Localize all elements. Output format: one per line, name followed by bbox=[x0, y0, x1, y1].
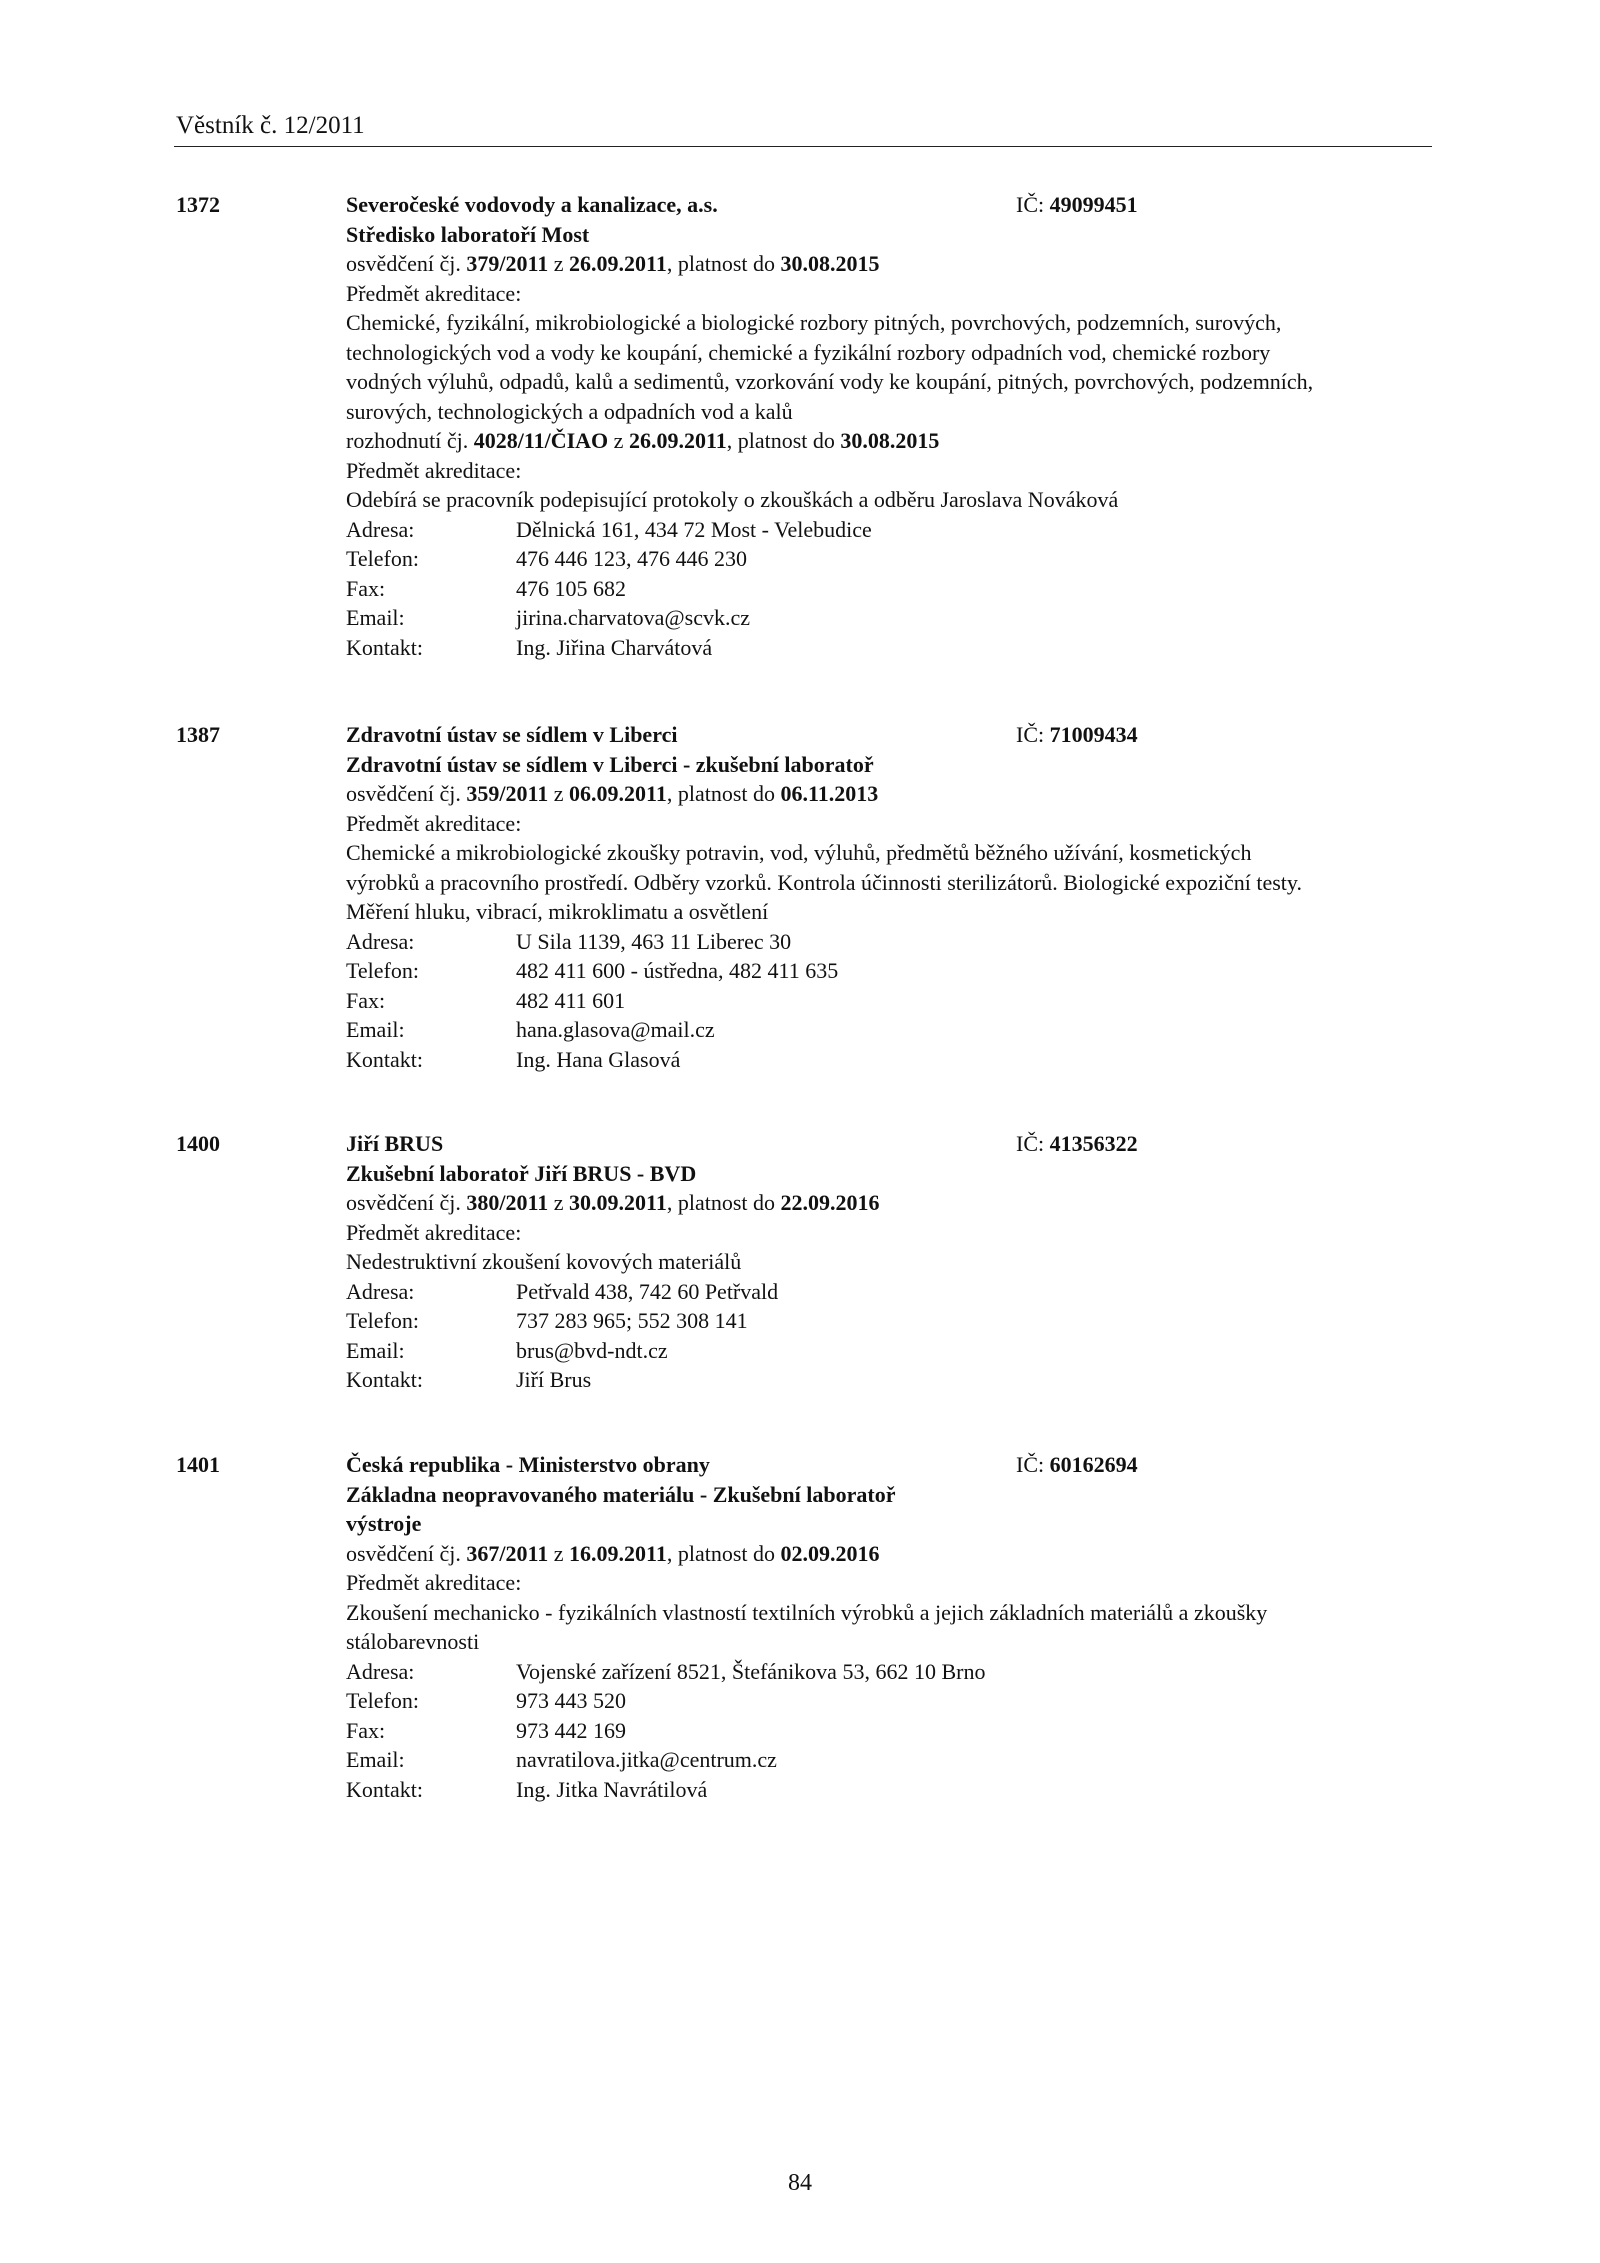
entry-number: 1400 bbox=[176, 1131, 220, 1156]
subject-line: výrobků a pracovního prostředí. Odběry vzorků. Kontrola účinnosti sterilizátorů. Biologické expoziční testy. bbox=[346, 869, 1302, 895]
subject-line: vodných výluhů, odpadů, kalů a sedimentů, vzorkování vody ke koupání, pitných, povrchových, podzemních, bbox=[346, 369, 1314, 394]
entry-subname: Středisko laboratoří Most bbox=[346, 221, 590, 247]
subject-line: technologických vod a vody ke koupání, chemické a fyzikální rozbory odpadních vod, chemické rozbory bbox=[346, 339, 1271, 365]
contact-address: Adresa: Vojenské zařízení 8521, Štefánikova 53, 662 10 Brno bbox=[346, 1658, 986, 1684]
subject-line: stálobarevnosti bbox=[346, 1629, 480, 1654]
ic-number: IČ: 60162694 bbox=[1016, 1452, 1138, 1477]
entry-subname: Zkušební laboratoř Jiří BRUS - BVD bbox=[346, 1160, 697, 1186]
certificate-line: osvědčení čj. 379/2011 z 26.09.2011, platnost do 30.08.2015 bbox=[346, 251, 880, 276]
contact-person: Kontakt: Jiří Brus bbox=[346, 1367, 592, 1392]
contact-address: Adresa: U Sila 1139, 463 11 Liberec 30 bbox=[346, 928, 792, 954]
contact-phone: Telefon: 737 283 965; 552 308 141 bbox=[346, 1308, 748, 1333]
contact-email: Email: hana.glasova@mail.cz bbox=[346, 1017, 715, 1042]
decision-line: rozhodnutí čj. 4028/11/ČIAO z 26.09.2011, platnost do 30.08.2015 bbox=[346, 428, 940, 453]
subject-label: Předmět akreditace: bbox=[346, 1570, 522, 1595]
entry-body bbox=[346, 190, 1426, 662]
entry-name: Jiří BRUS bbox=[346, 1131, 444, 1156]
subject-line: Chemické, fyzikální, mikrobiologické a biologické rozbory pitných, povrchových, podzemních, surových, bbox=[346, 310, 1282, 335]
contact-person: Kontakt: Ing. Hana Glasová bbox=[346, 1046, 681, 1072]
contact-fax: Fax: 973 442 169 bbox=[346, 1717, 626, 1743]
entry-body bbox=[346, 1129, 1426, 1395]
subject-line: Zkoušení mechanicko - fyzikálních vlastností textilních výrobků a jejich základních materiálů a zkoušky bbox=[346, 1599, 1268, 1625]
subject-label: Předmět akreditace: bbox=[346, 280, 522, 306]
entry-subname-continued: výstroje bbox=[346, 1511, 422, 1536]
ic-number: IČ: 71009434 bbox=[1016, 722, 1138, 747]
journal-header: Věstník č. 12/2011 bbox=[176, 112, 365, 139]
subject-label: Předmět akreditace: bbox=[346, 810, 522, 836]
entry-name: Severočeské vodovody a kanalizace, a.s. bbox=[346, 192, 718, 217]
subject-line: Chemické a mikrobiologické zkoušky potravin, vod, výluhů, předmětů běžného užívání, kosmetických bbox=[346, 840, 1252, 865]
entry-name: Zdravotní ústav se sídlem v Liberci bbox=[346, 722, 678, 747]
ic-number: IČ: 49099451 bbox=[1016, 192, 1138, 217]
entry-number: 1401 bbox=[176, 1452, 220, 1477]
contact-address: Adresa: Petřvald 438, 742 60 Petřvald bbox=[346, 1278, 779, 1304]
contact-person: Kontakt: Ing. Jiřina Charvátová bbox=[346, 634, 713, 660]
contact-fax: Fax: 476 105 682 bbox=[346, 575, 626, 601]
entry-number: 1387 bbox=[176, 722, 220, 747]
contact-fax: Fax: 482 411 601 bbox=[346, 987, 626, 1013]
contact-phone: Telefon: 973 443 520 bbox=[346, 1688, 626, 1713]
certificate-line: osvědčení čj. 367/2011 z 16.09.2011, platnost do 02.09.2016 bbox=[346, 1540, 880, 1566]
subject-line: Nedestruktivní zkoušení kovových materiálů bbox=[346, 1249, 742, 1274]
contact-email: Email: brus@bvd-ndt.cz bbox=[346, 1337, 668, 1363]
ic-number: IČ: 41356322 bbox=[1016, 1131, 1138, 1156]
header-rule bbox=[174, 146, 1432, 147]
entry-subname: Základna neopravovaného materiálu - Zkušební laboratoř bbox=[346, 1481, 896, 1507]
entry-name: Česká republika - Ministerstvo obrany bbox=[346, 1452, 710, 1477]
page-number: 84 bbox=[788, 2170, 812, 2196]
subject-label: Předmět akreditace: bbox=[346, 457, 522, 483]
certificate-line: osvědčení čj. 359/2011 z 06.09.2011, platnost do 06.11.2013 bbox=[346, 781, 879, 806]
subject-line: Odebírá se pracovník podepisující protokoly o zkouškách a odběru Jaroslava Nováková bbox=[346, 487, 1119, 512]
entry-body bbox=[346, 1450, 1426, 1804]
entry-number: 1372 bbox=[176, 192, 220, 217]
contact-email: Email: navratilova.jitka@centrum.cz bbox=[346, 1747, 777, 1772]
contact-phone: Telefon: 482 411 600 - ústředna, 482 411 635 bbox=[346, 958, 839, 983]
contact-address: Adresa: Dělnická 161, 434 72 Most - Velebudice bbox=[346, 516, 872, 542]
contact-phone: Telefon: 476 446 123, 476 446 230 bbox=[346, 546, 747, 571]
entry-subname: Zdravotní ústav se sídlem v Liberci - zkušební laboratoř bbox=[346, 751, 874, 777]
contact-person: Kontakt: Ing. Jitka Navrátilová bbox=[346, 1776, 708, 1802]
subject-label: Předmět akreditace: bbox=[346, 1219, 522, 1245]
subject-line: surových, technologických a odpadních vod a kalů bbox=[346, 398, 793, 424]
certificate-line: osvědčení čj. 380/2011 z 30.09.2011, platnost do 22.09.2016 bbox=[346, 1190, 880, 1215]
subject-line: Měření hluku, vibrací, mikroklimatu a osvětlení bbox=[346, 899, 769, 924]
contact-email: Email: jirina.charvatova@scvk.cz bbox=[346, 605, 751, 630]
entry-body bbox=[346, 720, 1426, 1074]
